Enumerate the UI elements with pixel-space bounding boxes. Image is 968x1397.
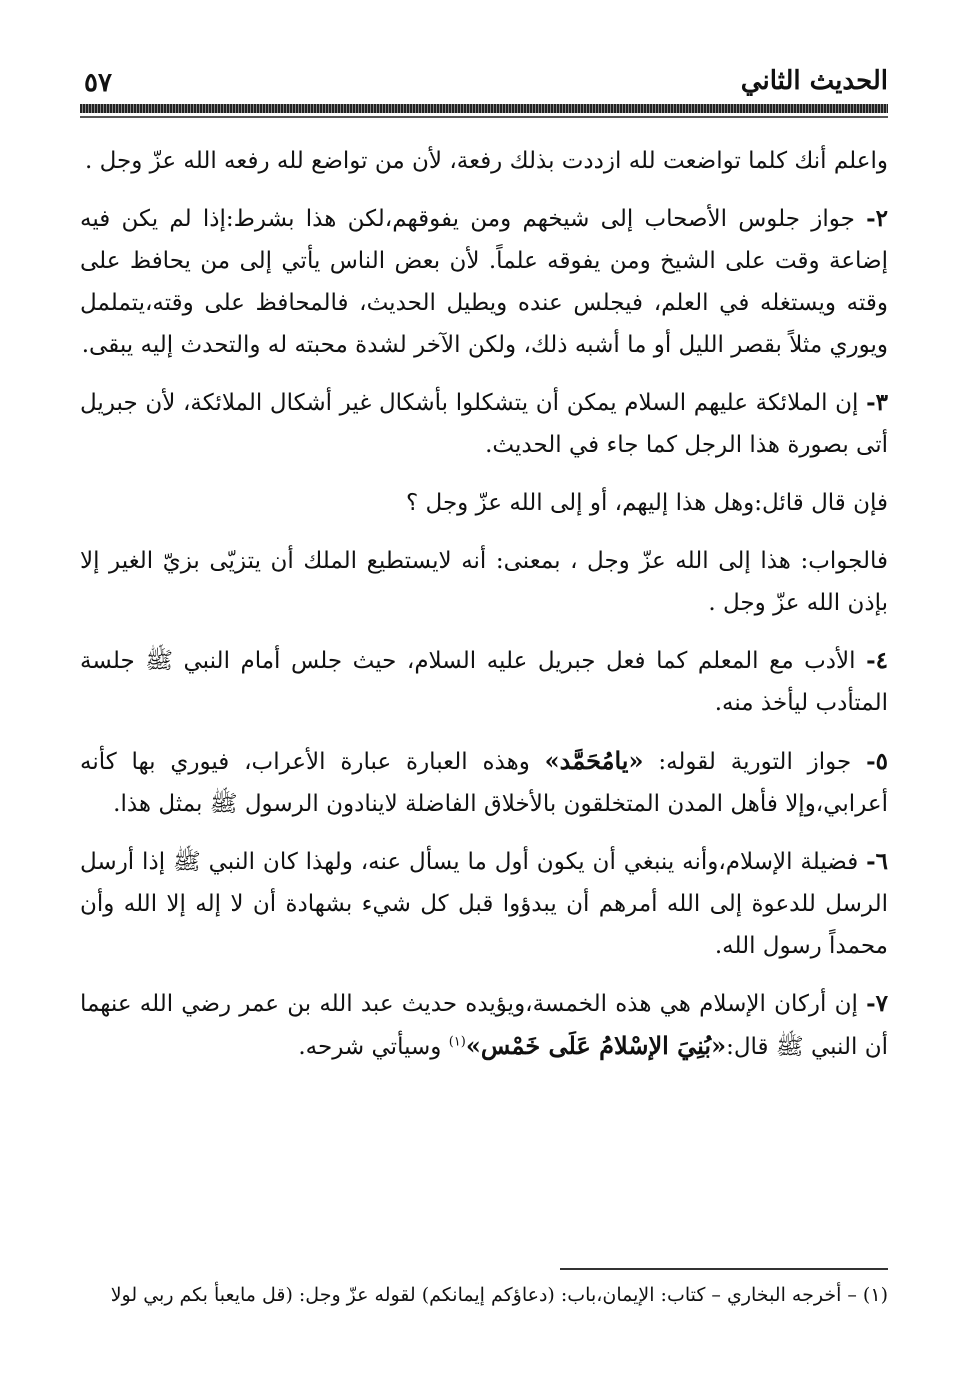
paragraph-1 (80, 140, 888, 182)
page-header (80, 62, 888, 102)
paragraph-text: فالجواب: هذا إلى الله عزّ وجل ، بمعنى: أنه لايستطيع الملك أن يتزيّى بزيّ الغير إلا بإذن الله عزّ وجل . (80, 548, 888, 616)
paragraph-3 (80, 382, 888, 466)
quoted-phrase: «يامُحَمَّد» (544, 746, 644, 775)
paragraph-6 (80, 841, 888, 967)
paragraph-number: ٦- (866, 848, 888, 875)
paragraph-2 (80, 198, 888, 366)
paragraph-number: ٢- (866, 205, 888, 232)
paragraph-number: ٣- (866, 389, 888, 416)
header-rule-thin (80, 116, 888, 118)
paragraph-7 (80, 983, 888, 1068)
paragraph-text: إن الملائكة عليهم السلام يمكن أن يتشكلوا بأشكال غير أشكال الملائكة، لأن جبريل أتى بصورة هذا الرجل كما جاء في الحديث. (80, 390, 888, 458)
paragraph-text: إن أركان الإسلام هي هذه الخمسة،ويؤيده حديث عبد الله بن عمر رضي الله عنهما أن النبي ﷺ قال: (80, 991, 888, 1060)
paragraph-text: جواز التورية لقوله: (643, 749, 852, 775)
footnote: (١) – أخرجه البخاري – كتاب: الإيمان،باب: (دعاؤكم إيمانكم) لقوله عزّ وجل: (قل مايعبأ بكم ربي لولا (110, 1284, 888, 1306)
paragraph-5 (80, 740, 888, 825)
header-rule (80, 104, 888, 113)
paragraph-4 (80, 640, 888, 724)
quoted-hadith: «بُنِيَ الإسْلامُ عَلَى خَمْس» (465, 1031, 727, 1060)
paragraph-text: الأدب مع المعلم كما فعل جبريل عليه السلام، حيث جلس أمام النبي ﷺ جلسة المتأدب ليأخذ منه. (80, 648, 888, 716)
paragraph-number: ٤- (866, 647, 888, 674)
paragraph-text: فإن قال قائل:وهل هذا إليهم، أو إلى الله عزّ وجل ؟ (406, 490, 888, 516)
page-body (80, 140, 888, 1084)
paragraph-number: ٥- (866, 748, 889, 775)
paragraph-text: جواز جلوس الأصحاب إلى شيخهم ومن يفوقهم،لكن هذا بشرط:إذا لم يكن فيه إضاعة وقت على الشيخ ومن يفوقه علماً. لأن بعض الناس يأتي إلى من يحافظ على وقته ويستغله في العلم، فيجلس عنده ويطيل الحديث، فالمحافظ على وقته،يتململ ويوري مثلاً بقصر الليل أو ما أشبه ذلك، ولكن الآخر لشدة محبته له والتحدث إليه يبقى. (80, 206, 888, 358)
page-number: ٥٧ (84, 68, 112, 98)
paragraph-text: واعلم أنك كلما تواضعت لله ازددت بذلك رفعة، لأن من تواضع لله رفعه الله عزّ وجل . (84, 148, 888, 174)
paragraph-text: فضيلة الإسلام،وأنه ينبغي أن يكون أول ما يسأل عنه، ولهذا كان النبي ﷺ إذا أرسل الرسل للدعوة إلى الله أمرهم أن يبدؤوا قبل كل شيء بشهادة أن لا إله إلا الله وأن محمداً رسول الله. (80, 849, 888, 959)
paragraph-text: وهذه العبارة عبارة الأعراب، فيوري بها كأنه أعرابي،وإلا فأهل المدن المتخلقون بالأخلاق الفاضلة لاينادون الرسول ﷺ بمثل هذا. (80, 749, 888, 817)
paragraph-text: وسيأتي شرحه. (298, 1034, 449, 1060)
footnote-marker: (١) (448, 1034, 466, 1050)
running-title: الحديث الثاني (740, 66, 888, 96)
paragraph-number: ٧- (866, 990, 889, 1017)
paragraph-answer (80, 540, 888, 624)
footnote-rule (560, 1268, 888, 1270)
paragraph-question (80, 482, 888, 524)
